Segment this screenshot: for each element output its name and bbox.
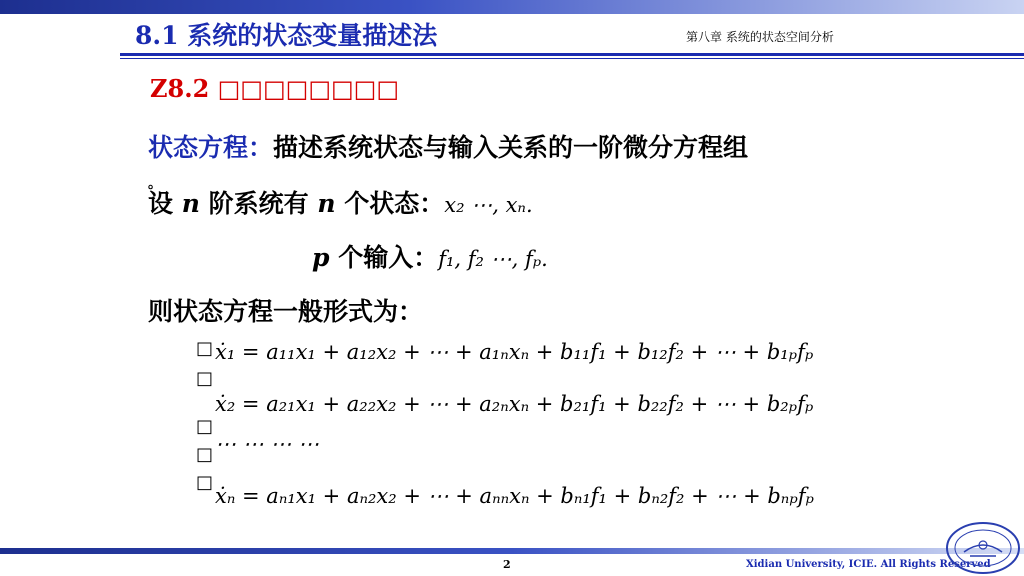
equation-ellipsis: ⋯ ⋯ ⋯ ⋯ xyxy=(215,432,320,456)
inputs-text: 个输入： xyxy=(338,243,439,272)
inputs-line xyxy=(312,238,548,274)
state-equation-definition xyxy=(148,128,748,164)
brace-glyph-2: □ xyxy=(196,368,214,389)
equation-2: ẋ₂ = a₂₁x₁ + a₂₂x₂ + ⋯ + a₂ₙxₙ + b₂₁f₁ + b₂₂f₂ + ⋯ + b₂ₚfₚ xyxy=(215,392,814,416)
states-suffix: 个状态： xyxy=(344,189,445,218)
state-equation-description: 描述系统状态与输入关系的一阶微分方程组 xyxy=(273,133,749,162)
state-count-variable: n xyxy=(317,189,336,218)
input-count-variable: p xyxy=(312,243,330,272)
equation-n: ẋₙ = aₙ₁x₁ + aₙ₂x₂ + ⋯ + aₙₙxₙ + bₙ₁f₁ + bₙ₂f₂ + ⋯ + bₙₚfₚ xyxy=(215,484,814,508)
page-number: 2 xyxy=(503,558,511,571)
general-form-intro: 则状态方程一般形式为： xyxy=(148,297,424,326)
brace-glyph-5: □ xyxy=(196,472,214,493)
equation-1: ẋ₁ = a₁₁x₁ + a₁₂x₂ + ⋯ + a₁ₙxₙ + b₁₁f₁ + b₁₂f₂ + ⋯ + b₁ₚfₚ xyxy=(215,340,814,364)
title-divider xyxy=(120,53,1024,56)
bullet-mark: 。 xyxy=(148,176,162,192)
brace-glyph-1: □ xyxy=(196,338,214,359)
states-prefix: 设 xyxy=(148,189,174,218)
brace-glyph-3: □ xyxy=(196,416,214,437)
bottom-banner xyxy=(0,548,1024,554)
state-equation-label: 状态方程： xyxy=(148,133,274,162)
order-variable: n xyxy=(181,189,200,218)
state-variables-math: x₂ ⋯, xₙ. xyxy=(444,193,533,217)
states-line xyxy=(148,184,533,220)
brace-glyph-4: □ xyxy=(196,444,214,465)
section-heading: Z8.2 □□□□□□□□ xyxy=(150,74,400,103)
slide-title: 8.1 系统的状态变量描述法 xyxy=(135,21,438,50)
university-seal-icon xyxy=(944,518,1022,574)
title-divider-thin xyxy=(120,58,1024,59)
copyright-text: Xidian University, ICIE. All Rights Reserved xyxy=(746,559,991,570)
input-variables-math: f₁, f₂ ⋯, fₚ. xyxy=(438,247,548,271)
chapter-label: 第八章 系统的状态空间分析 xyxy=(686,30,834,44)
top-banner xyxy=(0,0,1024,14)
states-mid: 阶系统有 xyxy=(208,189,309,218)
